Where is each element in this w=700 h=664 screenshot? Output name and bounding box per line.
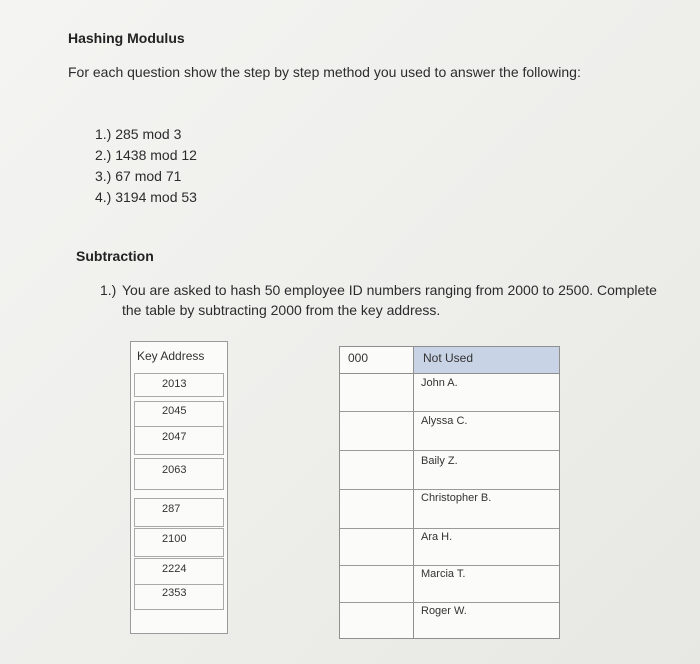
row-divider — [340, 489, 559, 490]
question-item: 1.) 285 mod 3 — [95, 126, 182, 142]
key-cell: 2013 — [134, 373, 224, 397]
hash-header-address: 000 — [340, 347, 414, 374]
hash-table — [339, 346, 560, 639]
key-address-table — [130, 341, 228, 634]
row-divider — [340, 411, 559, 412]
key-cell: 2224 — [134, 558, 224, 586]
row-divider — [340, 450, 559, 451]
question-item: 3.) 67 mod 71 — [95, 168, 182, 184]
question-item: 4.) 3194 mod 53 — [95, 189, 197, 205]
hash-entry-name: Marcia T. — [421, 568, 466, 580]
key-cell: 287 — [134, 498, 224, 527]
hash-entry-name: John A. — [421, 377, 458, 389]
problem-text-line2: the table by subtracting 2000 from the key address. — [122, 302, 441, 318]
key-address-header: Key Address — [137, 349, 205, 363]
key-cell: 2100 — [134, 528, 224, 557]
hash-entry-name: Alyssa C. — [421, 415, 468, 427]
hash-entry-name: Ara H. — [421, 531, 453, 543]
hash-header-status: Not Used — [414, 347, 559, 374]
problem-text-line1: You are asked to hash 50 employee ID numbers ranging from 2000 to 2500. Complete — [122, 282, 657, 298]
hash-entry-name: Christopher B. — [421, 492, 492, 504]
row-divider — [340, 528, 559, 529]
question-item: 2.) 1438 mod 12 — [95, 147, 197, 163]
question-list — [95, 124, 197, 208]
column-divider — [413, 373, 414, 638]
problem-number: 1.) — [100, 282, 117, 298]
section-title-subtraction: Subtraction — [76, 248, 154, 264]
instructions-text: For each question show the step by step method you used to answer the following: — [68, 64, 581, 80]
key-cell: 2047 — [134, 426, 224, 455]
key-cell: 2063 — [134, 458, 224, 490]
hash-entry-name: Roger W. — [421, 605, 467, 617]
hash-entry-name: Baily Z. — [421, 455, 458, 467]
row-divider — [340, 602, 559, 603]
key-cell: 2353 — [134, 584, 224, 610]
key-cell: 2045 — [134, 401, 224, 428]
page-title: Hashing Modulus — [68, 30, 185, 46]
subtraction-problem — [100, 280, 660, 320]
row-divider — [340, 565, 559, 566]
